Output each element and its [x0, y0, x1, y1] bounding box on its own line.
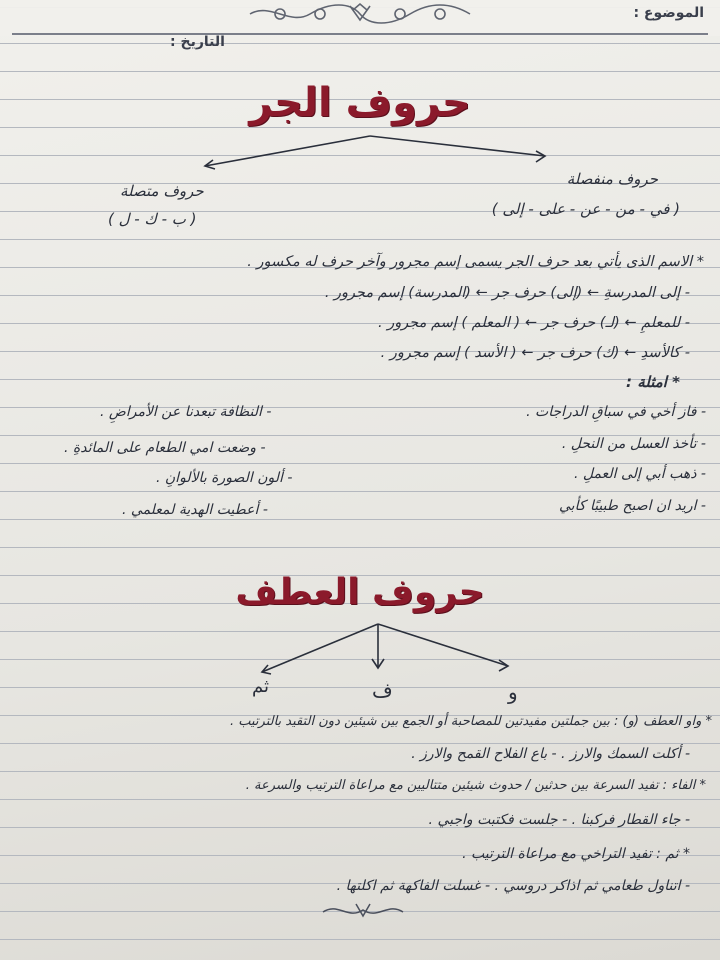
branch-thumma: ثم	[252, 676, 269, 697]
example-right-4: - اريد ان اصبح طبيبًا كأبي	[559, 498, 706, 514]
example-left-4: - أعطيت الهدية لمعلمي .	[122, 502, 268, 518]
section1-rule: * الاسم الذى يأتي بعد حرف الجر يسمى إسم مجرور وآخر حرف له مكسور .	[247, 254, 704, 270]
example-right-1: - فاز أخي في سباقِ الدراجات .	[526, 404, 706, 420]
example-left-3: - ألون الصورة بالألوانِ .	[156, 470, 293, 486]
section2-title: حروف العطف	[235, 572, 485, 613]
section2-line-6: - اتناول طعامي ثم اذاكر دروسي . - غسلت الفاكهة ثم اكلتها .	[336, 878, 690, 894]
example-right-2: - تأخذ العسل من النحلِ .	[561, 436, 706, 452]
header-rule	[12, 33, 708, 35]
separate-prepositions-list: ( في - من - عن - على - إلى )	[491, 200, 680, 218]
section2-line-2: - أكلت السمك والارز . - باع الفلاح القمح والارز .	[411, 746, 690, 762]
section2-line-3: * الفاء : تفيد السرعة بين حدثين / حدوث شيئين متتاليين مع مراعاة الترتيب والسرعة .	[245, 778, 706, 793]
attached-prepositions-list: ( ب - ك - ل )	[108, 210, 197, 228]
date-label: التاريخ :	[170, 34, 225, 50]
subject-label: الموضوع :	[633, 5, 704, 21]
example-right-3: - ذهب أبي إلى العملِ .	[573, 466, 706, 482]
section2-line-1: * واو العطف (و) : بين جملتين مفيدتين للمصاحبة أو الجمع بين شيئين دون التقيد بالترتيب .	[229, 714, 712, 729]
separate-prepositions-label: حروف منفصلة	[566, 170, 658, 188]
branch-waw: و	[508, 680, 518, 704]
bottom-ornament-icon	[318, 898, 408, 924]
section1-title: حروف الجر	[249, 80, 471, 126]
example-left-2: - وضعت امي الطعام على المائدةِ .	[64, 440, 266, 456]
section1-line-1: - إلى المدرسةِ ← (إلى) حرف جر ← (المدرسة) إسم مجرور .	[324, 285, 690, 301]
attached-prepositions-label: حروف متصلة	[120, 182, 204, 200]
example-left-1: - النظافة تبعدنا عن الأمراضِ .	[100, 404, 272, 420]
section2-line-5: * ثم : تفيد التراخي مع مراعاة الترتيب .	[462, 846, 690, 862]
section2-line-4: - جاء القطار فركبنا . - جلست فكتبت واجبي .	[428, 812, 690, 828]
branch-faa: ف	[372, 678, 393, 702]
ornament-decoration-icon	[240, 0, 480, 30]
section1-line-3: - كالأسدِ ← (ك) حرف جر ← ( الأسد ) إسم مجرور .	[380, 345, 690, 361]
examples-label: * امثلة :	[625, 373, 680, 391]
section1-line-2: - للمعلمِ ← (لـ) حرف جر ← ( المعلم ) إسم مجرور .	[378, 315, 690, 331]
